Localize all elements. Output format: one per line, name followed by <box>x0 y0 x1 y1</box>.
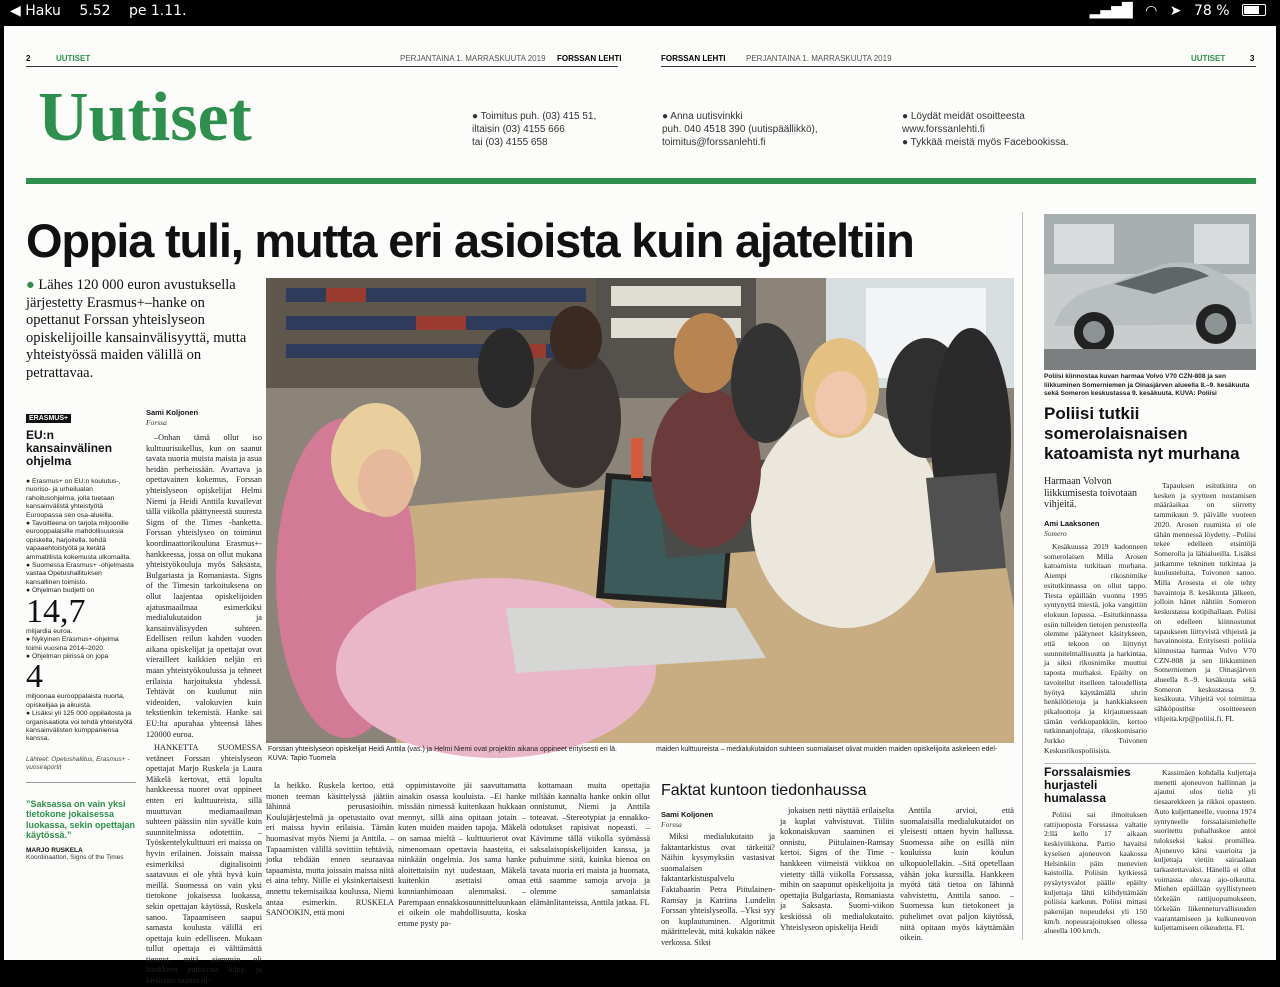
tip-icon: ● <box>662 111 669 122</box>
web-icon: ● <box>902 111 909 122</box>
article-body-col1b: HANKETTA SUOMESSA vetäneet Forssan yhteislyseon opettajat Marjo Ruskela ja Laura Mäkelä kertovat, että lopulta hankkeessa nuoret ovat oppineet enten eri kulttuureista, sillä muuttuvan mediamaailman suhteen päässiin niin syvälle kuin suunnitelmissa odotettiin. –Työskentelykulttuuri eri maissa on hyvin erilainen. Joissain maissa esimerkiksi digitalisointi saatavuus ei ole yhtä hyvä kuin meillä. Suomessa on vain yksi tietokone jokaisessa luokassa, sekin opettajan käytössä, Ruskela sanoo. Tapaamiseen saapui samasta koulusta välillä eri opettaja kuin edelliseen. Mukaan tullut opettaja ei välttämättä tiennyt, mitä aiemmin oli hankkeen puitteissa tehty, ja kielitaito saattoi ol- <box>146 743 262 986</box>
lead-bullet-icon: ● <box>26 277 35 293</box>
wifi-icon: ◠ <box>1145 3 1158 19</box>
volvo-caption: Poliisi kiinnostaa kuvan harmaa Volvo V70 CZN-808 ja sen liikkuminen Somerniemen ja Oinasjärven alueella 8.–9. kesäkuuta sekä Someron keskustassa 9. kesäkuuta. KUVA: Poliisi <box>1044 373 1250 397</box>
fact-headline: Faktat kuntoon tiedonhaussa <box>661 782 867 799</box>
classroom-photo <box>266 278 1014 743</box>
facebook-icon: ● <box>902 137 909 148</box>
police-headline: Poliisi tutkii somerolaisnaisen katoamista nyt murhana <box>1044 404 1240 463</box>
factbox-bullet: ● Lisäksi yli 125 000 oppilaitosta ja organisaatiota voi tehdä yhteistyötä kansainvälisten kumppaniensa kanssa. <box>26 710 133 743</box>
right-paper-name: FORSSAN LEHTI <box>661 54 726 63</box>
factbox-title: EU:n kansainvälinen ohjelma <box>26 428 113 468</box>
right-date: PERJANTAINA 1. MARRASKUUTA 2019 <box>746 54 892 63</box>
drunk-driver-col2: Kassimäen kohdalla kuljettaja menetti ajoneuvon hallinnan ja ajautui ulos tieltä yli tiesaarekkeen ja rikkoi opasteen. Auto kuljettaneelle, vuonna 1974 syntyneelle forssalaismiehelle suoritettu puhalluskoe antoi tulokseksi kaksi promillea. Ajoneuvo kärsi vaurioita ja kuljettaja vietiin sairaalaan tarkastettavaksi. Hänellä ei ollut voimassa olevaa ajo-oikeutta. Miehen epäillään syyllistyneen törkeään rattijuopumukseen, törkeään liikenneturvallisuuden vaarantamiseen ja kulkuneuvon kuljettamiseen oikeudetta. FL <box>1154 768 1256 933</box>
byline-author: Sami Koljonen <box>146 408 199 417</box>
back-to-app-link[interactable]: ◀ Haku <box>10 3 61 19</box>
factbox-big-number-budget: 14,7 <box>26 592 86 630</box>
contact-newsroom: ● Toimitus puh. (03) 415 51, iltaisin (03) 4155 666 tai (03) 4155 658 <box>472 111 597 148</box>
left-section-label: UUTISET <box>56 54 91 63</box>
factbox-tag: ERASMUS+ <box>26 414 71 423</box>
header-divider-right <box>661 66 1256 67</box>
signal-icon: ▂▄▆█ <box>1089 3 1133 19</box>
factbox-bullet: ● Tavoitteena on tarjota miljoonille eurooppalaisille mahdollisuuksia opiskella, harjoitella, tehdä vapaaehtoistyötä ja kerätä ammatillista kokemusta ulkomailta. <box>26 520 132 561</box>
police-byline-author: Ami Laaksonen <box>1044 519 1100 528</box>
website-link[interactable]: www.forssanlehti.fi <box>902 124 985 135</box>
photo-caption: Forssan yhteislyseon opiskelijat Heidi Anttila (vas.) ja Helmi Niemi ovat projektin aikana oppineet erityisesti eri lä. KUVA: Tapio Tuomela <box>268 746 617 762</box>
main-headline: Oppia tuli, mutta eri asioista kuin ajateltiin <box>26 214 914 267</box>
factbox-bullet: ● Nykyinen Erasmus+-ohjelma toimii vuosina 2014–2020. <box>26 636 119 652</box>
right-section-label: UUTISET <box>1191 54 1226 63</box>
battery-percent: 78 % <box>1193 3 1230 19</box>
fact-byline-author: Sami Koljonen <box>661 810 714 819</box>
pull-quote: ”Saksassa on vain yksi tietokone jokaisessa luokassa, sekin opettajan käytössä.” <box>26 798 136 841</box>
factbox-bullet: ● Ohjelman budjetti on <box>26 587 95 595</box>
factbox-unit: miljardia euroa. <box>26 627 73 635</box>
byline-place: Forssa <box>146 418 167 427</box>
quote-role: Koordinaattori, Signs of the Times <box>26 853 124 861</box>
factbox-text: miljoonaa eurooppalaista nuorta, opiskelijaa ja aikuista. <box>26 693 125 709</box>
email-link[interactable]: toimitus@forssanlehti.fi <box>662 137 766 148</box>
phone-icon: ● <box>472 111 479 122</box>
section-masthead: Uutiset <box>38 79 252 156</box>
drunk-driver-col1: Poliisi sai ilmoituksen rattijuoposta Forssassa valtatie 2:llä kello 17 aikaan keskiviikkona. Partio havaitsi kyseisen ajoneuvon kaakossa Helsinkiin päin menevien kaistoilla. Poliisin kytkiessä pysäytysvalot päälle epäilty kuljettaja lähti kiihdyttämään poliisia karkuun. Poliisi mittasi pakenijan nopeudeksi yli 150 km/h nopeusrajoituksen ollessa alueella 100 km/h. <box>1044 810 1147 936</box>
factbox-big-number-millions: 4 <box>26 658 43 696</box>
article-body-col4: kottamaan muita opettajia miltään kannalta hanke onkin ollut onnistunut, Niemi ja Anttila toteavat. –Stereotypiat ja ennakko-odotukset rapisivat nopeasti. –Kävimme tällä viikolla syömässä saksalaisopiskelijoiden kanssa, ja puhuimme siitä, kuinka hienoa on tavata nuoria eri maista ja huomata, että saamme samoja arvoja ja olemme samanlaisia elämänlitanteissa, Anttila jatkaa. FL <box>530 781 650 907</box>
police-body-col2: Tapauksen esitutkinta on kesken ja syytteen nostamisen määräaikaa on siirretty tammikuun 9. päivälle vuoteen 2020. Arosen ruumista ei ole tähän mennessä löydetty. –Poliisi tekee edelleen etsintöjä Somerolla ja lähialueilla. Lisäksi jatkamme tekninen tutkintaa ja kuulusteluita, Toivonen sanoo. Milla Arosesta ei ole tehty havaintoja 8. kesäkuuta jälkeen, jolloin hänet nähtiin Someron keskustassa kotipihallaan. Poliisi on edelleen kiinnostunut tapaukseen liittyvistä vihjeistä ja havainnoista. Erityisesti poliisia kiinnostaa harmaa Volvo V70 CZN-808 ja sen liikkuminen Somerniemen ja Oinasjärven alueella 8.–9. kesäkuuta sekä Someron keskustassa 9. kesäkuuta. Vihjeitä voi toimittaa sähköpostitse osoitteeseen vihjeita.krp@poliisi.fi. FL <box>1154 481 1256 723</box>
article-body-col2: la heikko. Ruskela kertoo, että monen teeman käsittelyssä jäätiin lähinnä perusasioihin. Koulujärjestelmä ja opetustaito ovat eri maissa hyvin erilaisia. Tämän huomasivat myös Niemi ja Anttila. –Tapaamisten välillä sovittiin tehtäviä, jotka tehdään ennen seuraavaa tapaamista, mutta joissain maissa niitä ei aina tehty. Niille ei yksinkertaisesti annettu tekemisaikaa koulussa, Niemi antaa esimerkin. RUSKELA SANOOKIN, että moni <box>266 781 394 918</box>
fact-body-col2: jokaisen netti näyttää erilaiselta ja kuplat vahvistuvat. Tiiliin kokonaiskuvan saaminen ei onnistu, Piitulainen-Ramsay kertoi. Signs of the Time -hankkeen viimeistä viikkoa on vietetty tällä viikolla Forssassa, mihin on saapunut opiskelijoita ja opettajia Bulgariasta, Romaniasta ja Saksasta. Suomi-viikon keskiössä oli medialukutaito. Yhteislyseon opiskelija Heidi <box>780 806 894 932</box>
newspaper-page[interactable] <box>4 26 1276 986</box>
date: pe 1.11. <box>128 3 187 19</box>
article-body-col3: oppimistavoite jäi saavuttamatta ainakin osassa kouluista. –Ei hanke missään nimessä kuitenkaan hukkaan mennyt, sillä aina opitaan jotain – kuten muiden maiden tapoja. Mäkelä on samaa mieltä – kulttuurierot ovat nimenomaan opettavia haasteita, ei niinkään ongelmia. Jos sama hanke aloitettaisiin nyt uudestaan, Mäkelä kuitenkin asettaisi omaa kunnianhimoaan alemmaksi. –Parempaan ennakkosuunnitteluunkaan ei oikein ole mahdollisuutta, koska emme pysty pa- <box>398 781 526 928</box>
left-paper-name: FORSSAN LEHTI <box>557 54 622 63</box>
contact-news-tip: ● Anna uutisvinkki puh. 040 4518 390 (uutispäällikkö), toimitus@forssanlehti.fi <box>662 111 818 148</box>
volvo-photo-illustration <box>1044 214 1256 370</box>
erasmus-factbox <box>26 407 136 935</box>
factbox-source: Lähteet: Opetushallitus, Erasmus+ -vuosiraportit <box>26 755 130 771</box>
left-page-number: 2 <box>26 54 31 63</box>
quote-name: MARJO RUSKELA <box>26 846 83 854</box>
fact-body-col3: Anttila arvioi, että suomalaisilla medialukutaidot on yleisesti ottaen hyvin hallussa. Suomessa aihe on esillä niin kouluissa kuin koulun ulkopuolellakin. –Sitä opetellaan vähän joka kurssilla. Hankkeen myötä tätä tietoa on lähinnä vahvistettu, Anttila sanoo. –Suomessa kun tietokoneet ja puhelimet ovat paljon käytössä, niitä opitaan myös käyttämään oikein. <box>900 806 1014 943</box>
article-body-col1: –Onhan tämä ollut iso kulttuurisukellus, kun on saanut tavata nuoria muista maista ja asua heidän perheissään. Avartava ja opettavainen kokemus, Forssan yhteislyseon opiskelijat Helmi Niemi ja Heidi Anttila kuvailevat tällä viikolla päättyneestä suuresta Signs of the Times -hanketta. Forssan yhteislyseo on toiminut koordinaattorikouluna Erasmus+-hankkeessa, jossa on ollut mukana yhteistyökouluja myös Saksasta, Bulgariasta ja Romaniasta. Signs of the Timesin tarkoituksena on ollut laajentaa opiskelijoiden ajatusmaailmaa esimerkiksi medialukutaidon ja kansainvälisyyden suhteen. Edellisen reilun kahden vuoden aikana opiskelijat ja opettajat ovat vierailleet kaikkien neljän eri maan yhteistyökoulussa ja tehneet erilaisia harjoituksia yhdessä. Tehtävät on kuulunut niin videoiden, valokuvien kuin tekstienkin tekemistä. Hanke sai EU:lta apurahaa yhteensä lähes 120000 euroa. <box>146 433 262 739</box>
lead-paragraph: ● Lähes 120 000 euron avustuksella järjestetty Erasmus+–hanke on opettanut Forssan yhteislyseon opiskelijoille kansainvälisyyttä, mutta yhteistyössä maiden välillä on petrattavaa. <box>26 277 247 381</box>
right-page-number: 3 <box>1250 54 1255 63</box>
column-divider <box>1022 212 1023 940</box>
factbox-bullet: ● Erasmus+ on EU:n koulutus-, nuoriso- ja urheilualan rahoitusohjelma, jolla tuetaan kansainvälistä yhteistyötä Euroopassa sen osa-alueilla. <box>26 478 121 519</box>
right-divider <box>1044 763 1256 764</box>
factbox-bullet: ● Ohjelman piirissä on jopa <box>26 652 109 660</box>
police-lead: Harmaan Volvon liikkumisesta toivotaan vihjeitä. <box>1044 476 1138 510</box>
fact-body-col1: Miksi medialukutaito ja faktantarkistus ovat tärkeitä? Näihin kysymyksiin vastasivat suomalaisen faktantarkistuspalvelu Faktabaarin Petra Piitulainen-Ramsay ja Katriina Lundelin Forssan yhteislyseolla. –Yksi syy on kuplautuminen. Algoritmit määrittelevät, mitä kukakin näkee verkossa. Siksi <box>661 832 775 947</box>
volvo-photo <box>1044 214 1256 370</box>
battery-icon <box>1242 4 1266 16</box>
location-icon: ➤ <box>1169 3 1182 19</box>
green-rule <box>26 178 1256 184</box>
factbox-divider <box>26 782 136 783</box>
factbox-bullet: ● Suomessa Erasmus+ -ohjelmasta vastaa Opetushallituksen kansallinen toimisto. <box>26 562 134 586</box>
clock: 5.52 <box>79 3 111 19</box>
drunk-driver-headline: Forssalaismies hurjasteli humalassa <box>1044 765 1131 805</box>
contact-web: ● Löydät meidät osoitteesta www.forssanlehti.fi ● Tykkää meistä myös Facebookissa. <box>902 111 1069 148</box>
ios-status-bar <box>0 0 1280 24</box>
fact-byline-place: Forssa <box>661 820 682 829</box>
classroom-photo-illustration <box>266 278 1014 743</box>
police-body-col1: Kesäkuussa 2019 kadonneen somerolaisen Milla Arosen katoamista tutkitaan murhana. Aiempi rikosnimike esitutkinnassa on ollut tappo. Tiesta epäillään vuonna 1995 syntynyttä miestä, joka vangittiin elokuun lopussa. –Esitutkinnassa esiin tulleiden tietojen perusteella olemme päätyneet käsitykseen, että tekoon on liittynyt suunnitelmallisuutta ja harkintaa, ja siksi rikosnimike muuttui taposta murhaksi. Epäilty on tavoitellut itselleen taloudellista hyötyä käyttämällä uhrin henkilötietoja ja hankkiakseen pikaluottoja ja kirjautuessaan tämän verkkopankkiin, kertoo tutkinnanjohtaja, rikoskomisario Jurkko Toivonen Keskusrikospoliisista. <box>1044 542 1147 755</box>
police-byline-place: Somero <box>1044 529 1067 538</box>
photo-caption-cont: maiden kulttuureista – medialukutaidon suhteen suomalaiset olivat muiden maiden opiskelijoita askeleen edel- <box>656 746 998 753</box>
header-divider-left <box>26 66 618 67</box>
left-date: PERJANTAINA 1. MARRASKUUTA 2019 <box>400 54 546 63</box>
